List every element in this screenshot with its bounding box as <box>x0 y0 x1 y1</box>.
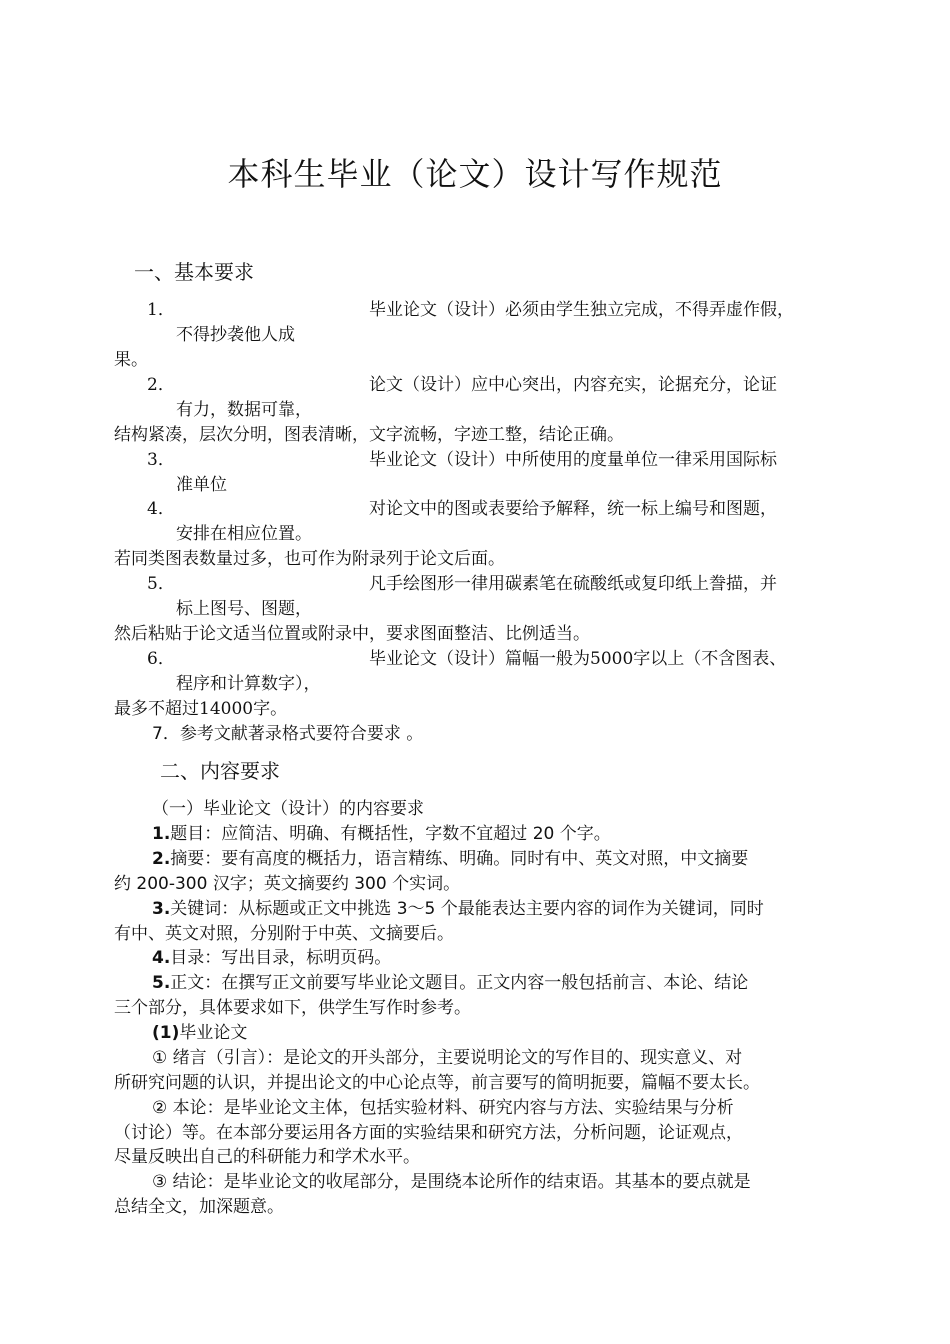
item6-line1: 毕业论文（设计）篇幅一般为5000字以上（不含图表、 <box>369 649 787 669</box>
section2-subheading: （一）毕业论文（设计）的内容要求 <box>152 799 424 819</box>
item5-line3: 然后粘贴于论文适当位置或附录中，要求图面整洁、比例适当。 <box>114 624 590 644</box>
item4-line2: 安排在相应位置。 <box>176 524 312 544</box>
item2-line2: 有力，数据可靠， <box>176 400 312 420</box>
content-c3-line2: 总结全文，加深题意。 <box>114 1197 284 1217</box>
content-c1-line2: 所研究问题的认识，并提出论文的中心论点等，前言要写的简明扼要，篇幅不要太长。 <box>114 1073 760 1093</box>
item1-number: 1． <box>147 300 175 320</box>
item4-line1: 对论文中的图或表要给予解释，统一标上编号和图题， <box>369 499 777 519</box>
content-c2-line1: ② 本论：是毕业论文主体，包括实验材料、研究内容与方法、实验结果与分析 <box>152 1098 734 1118</box>
item2-line1: 论文（设计）应中心突出，内容充实，论据充分，论证 <box>369 375 777 395</box>
item4-number: 4． <box>147 499 175 519</box>
content-c2-line3: 尽量反映出自己的科研能力和学术水平。 <box>114 1147 420 1167</box>
item5-line2: 标上图号、图题， <box>176 599 312 619</box>
item6-line3: 最多不超过14000字。 <box>114 699 288 719</box>
item5-line1: 凡手绘图形一律用碳素笔在硫酸纸或复印纸上誊描，并 <box>369 574 777 594</box>
item2-line3: 结构紧凑，层次分明，图表清晰，文字流畅，字迹工整，结论正确。 <box>114 425 624 445</box>
item6-line2: 程序和计算数字）， <box>176 674 321 694</box>
item3-number: 3． <box>147 450 175 470</box>
item6-number: 6． <box>147 649 175 669</box>
content-p2-line1: 2.摘要：要有高度的概括力，语言精练、明确。同时有中、英文对照，中文摘要 <box>152 849 749 869</box>
content-p6: (1)毕业论文 <box>152 1023 248 1043</box>
item3-line2: 准单位 <box>176 475 227 495</box>
content-c3-line1: ③ 结论：是毕业论文的收尾部分，是围绕本论所作的结束语。其基本的要点就是 <box>152 1172 751 1192</box>
content-c1-line1: ① 绪言（引言）：是论文的开头部分，主要说明论文的写作目的、现实意义、对 <box>152 1048 743 1068</box>
item1-line2: 不得抄袭他人成 <box>176 325 295 345</box>
content-p3-line1: 3.关键词：从标题或正文中挑选 3～5 个最能表达主要内容的词作为关键词，同时 <box>152 899 764 919</box>
item7: 7．参考文献著录格式要符合要求 。 <box>152 724 424 744</box>
item2-number: 2． <box>147 375 175 395</box>
content-p3-line2: 有中、英文对照，分别附于中英、文摘要后。 <box>114 924 454 944</box>
content-c2-line2: （讨论）等。在本部分要运用各方面的实验结果和研究方法，分析问题，论证观点， <box>114 1123 743 1143</box>
content-p1: 1.题目：应简洁、明确、有概括性，字数不宜超过 20 个字。 <box>152 824 611 844</box>
item1-line1: 毕业论文（设计）必须由学生独立完成，不得弄虚作假， <box>369 300 794 320</box>
content-p5-line1: 5.正文：在撰写正文前要写毕业论文题目。正文内容一般包括前言、本论、结论 <box>152 973 749 993</box>
content-p2-line2: 约 200-300 汉字；英文摘要约 300 个实词。 <box>114 874 461 894</box>
item4-line3: 若同类图表数量过多，也可作为附录列于论文后面。 <box>114 549 505 569</box>
section2-heading: 二、内容要求 <box>160 759 280 783</box>
section1-heading: 一、基本要求 <box>134 260 254 284</box>
item3-line1: 毕业论文（设计）中所使用的度量单位一律采用国际标 <box>369 450 777 470</box>
content-p5-line2: 三个部分，具体要求如下，供学生写作时参考。 <box>114 998 471 1018</box>
item1-line3: 果。 <box>114 350 148 370</box>
item5-number: 5． <box>147 574 175 594</box>
content-p4: 4.目录：写出目录，标明页码。 <box>152 948 392 968</box>
page-title: 本科生毕业（论文）设计写作规范 <box>227 155 723 193</box>
